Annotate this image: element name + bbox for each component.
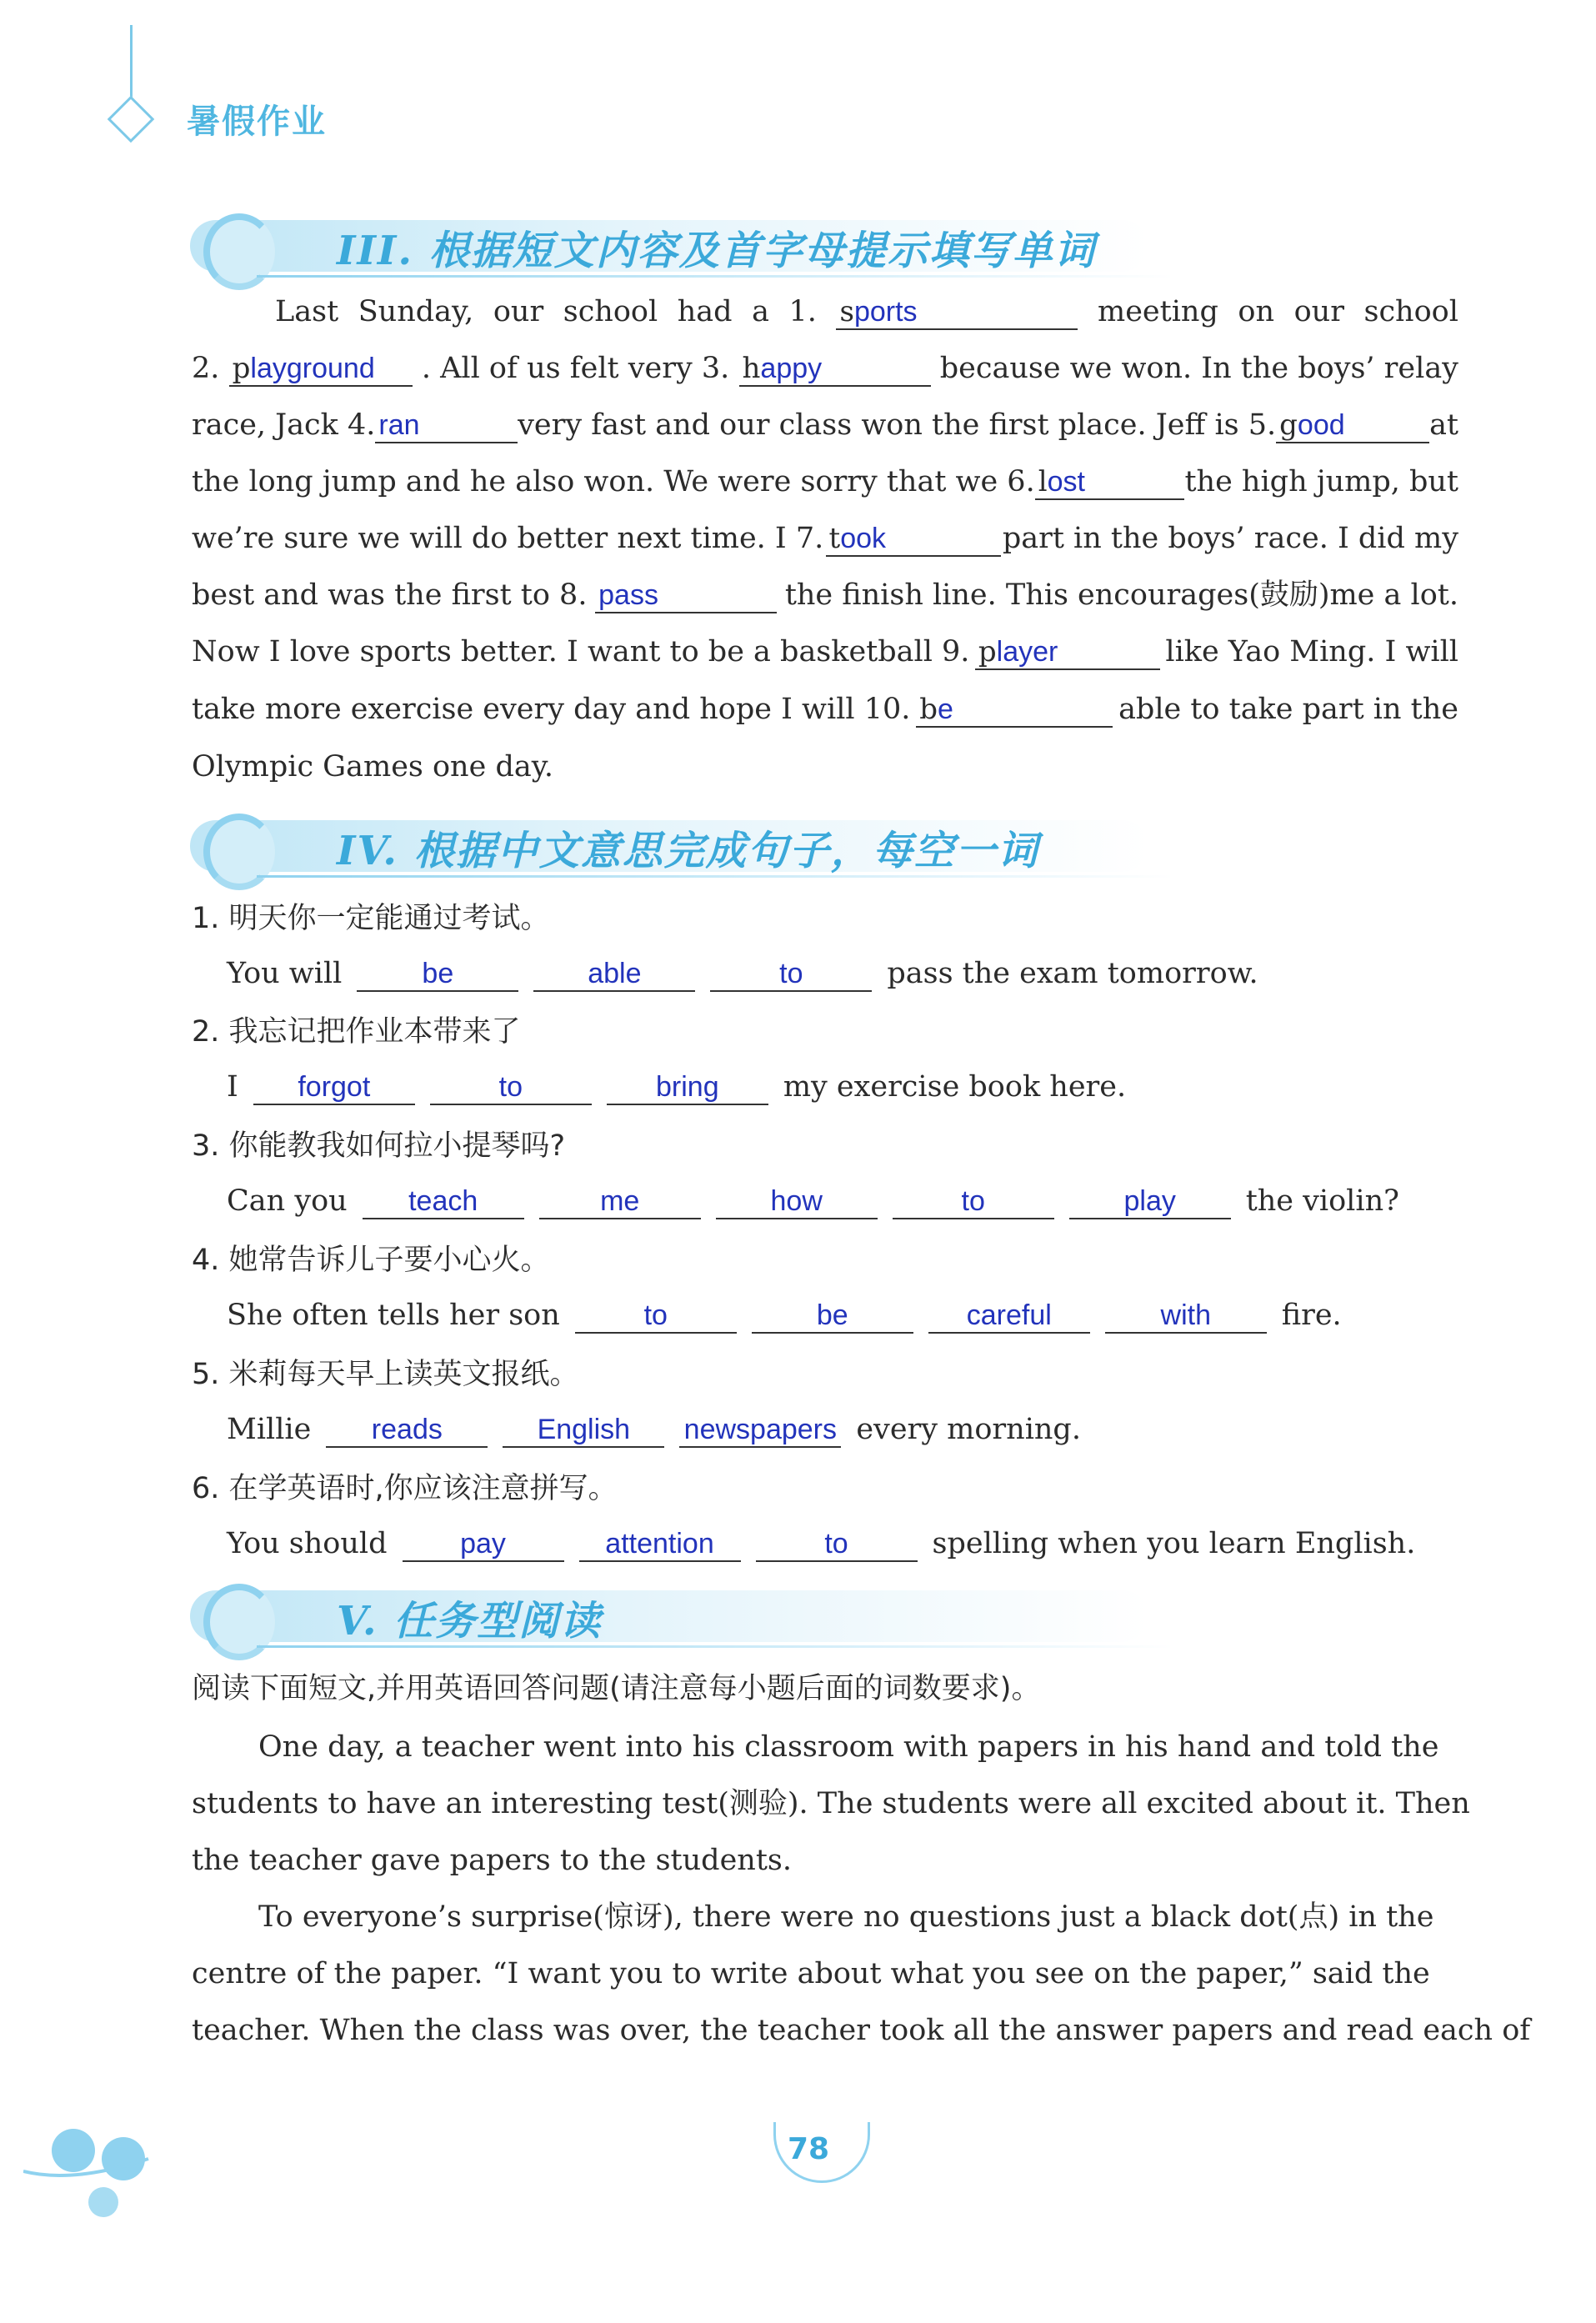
initial-letter: h xyxy=(742,352,761,385)
sentence-end: my exercise book here. xyxy=(783,1070,1127,1104)
answer-blank[interactable]: careful xyxy=(928,1299,1090,1334)
answer-text: ood xyxy=(1297,409,1345,441)
sentence-end: pass the exam tomorrow. xyxy=(887,957,1258,990)
answer-blank[interactable]: pay xyxy=(403,1527,564,1562)
answer-text: pass xyxy=(598,579,658,611)
header-title: 暑假作业 xyxy=(187,103,327,141)
answer-text: ook xyxy=(840,523,887,554)
passage-text: 1. xyxy=(788,295,817,328)
passage-line xyxy=(192,350,1458,387)
ring-icon xyxy=(203,814,275,890)
passage-text: best and was the first to 8. xyxy=(192,578,588,612)
initial-letter: s xyxy=(839,295,854,328)
answer-blank[interactable]: bring xyxy=(607,1070,768,1105)
passage-line xyxy=(192,407,1458,443)
section5-instruction: 阅读下面短文,并用英语回答问题(请注意每小题后面的词数要求)。 xyxy=(192,1672,1041,1705)
initial-letter: l xyxy=(1038,465,1048,498)
question-chinese: 2. 我忘记把作业本带来了 xyxy=(192,1015,521,1049)
passage-text: able to take part in the xyxy=(1118,693,1458,726)
answer-line xyxy=(227,1183,1399,1219)
passage-text: the finish line. This encourages(鼓励)me a lot. xyxy=(784,578,1458,612)
sentence-end: spelling when you learn English. xyxy=(932,1527,1416,1560)
answer-line xyxy=(227,1069,1126,1105)
passage-text: like Yao Ming. I will xyxy=(1165,635,1458,668)
passage-line xyxy=(192,577,1458,613)
question-chinese: 6. 在学英语时,你应该注意拼写。 xyxy=(192,1472,618,1505)
passage-text: we’re sure we will do better next time. I 7. xyxy=(192,522,824,555)
sentence-end: fire. xyxy=(1281,1299,1342,1332)
passage-text: our xyxy=(1293,295,1344,328)
answer-blank[interactable] xyxy=(836,295,1078,330)
sentence-end: every morning. xyxy=(856,1413,1081,1446)
sentence-start: I xyxy=(227,1070,238,1104)
initial-letter: g xyxy=(1279,408,1298,442)
question-chinese: 1. 明天你一定能通过考试。 xyxy=(192,902,550,935)
section3-banner xyxy=(190,213,1182,280)
passage-text: school xyxy=(563,295,658,328)
section3-title: III. 根据短文内容及首字母提示填写单词 xyxy=(337,228,1096,274)
passage-text: race, Jack 4. xyxy=(192,408,376,442)
passage-line xyxy=(192,633,1458,670)
answer-text: ran xyxy=(378,409,420,441)
ring-icon xyxy=(203,1584,275,1660)
question-chinese: 5. 米莉每天早上读英文报纸。 xyxy=(192,1358,579,1391)
passage-text: meeting xyxy=(1098,295,1218,328)
initial-letter: p xyxy=(978,635,997,668)
passage-text: because we won. In the boys’ relay xyxy=(939,352,1458,385)
passage-text: school xyxy=(1363,295,1458,328)
answer-blank[interactable]: teach xyxy=(363,1184,524,1219)
passage-text: Now I love sports better. I want to be a basketball 9. xyxy=(192,635,970,668)
answer-blank[interactable]: forgot xyxy=(253,1070,415,1105)
section4-title: IV. 根据中文意思完成句子，每空一词 xyxy=(337,828,1039,874)
diamond-icon xyxy=(108,96,155,143)
passage-text: part in the boys’ race. I did my xyxy=(1002,522,1458,555)
answer-blank[interactable]: be xyxy=(752,1299,913,1334)
answer-blank[interactable]: to xyxy=(575,1299,737,1334)
reading-line: teacher. When the class was over, the teacher took all the answer papers and read each of xyxy=(192,2014,1531,2047)
answer-blank[interactable]: newspapers xyxy=(679,1413,841,1448)
answer-blank[interactable]: reads xyxy=(326,1413,488,1448)
initial-letter: t xyxy=(828,522,841,555)
passage-line xyxy=(275,293,1458,330)
ring-icon xyxy=(203,213,275,290)
passage-text: . All of us felt very 3. xyxy=(421,352,730,385)
initial-letter: p xyxy=(232,352,251,385)
question-chinese: 3. 你能教我如何拉小提琴吗? xyxy=(192,1129,566,1163)
sentence-start: Millie xyxy=(227,1413,312,1446)
answer-text: ports xyxy=(853,296,918,328)
reading-line: One day, a teacher went into his classroom with papers in his hand and told the xyxy=(258,1730,1439,1764)
passage-text: the long jump and he also won. We were sorry that we 6. xyxy=(192,465,1035,498)
answer-blank[interactable]: to xyxy=(893,1184,1054,1219)
answer-text: layer xyxy=(996,636,1058,668)
answer-blank[interactable]: to xyxy=(710,957,872,992)
answer-blank[interactable]: able xyxy=(533,957,695,992)
passage-text: Sunday, xyxy=(358,295,474,328)
sentence-start: Can you xyxy=(227,1184,348,1218)
answer-text: ost xyxy=(1047,466,1085,498)
sentence-end: the violin? xyxy=(1245,1184,1399,1218)
passage-text: on xyxy=(1238,295,1275,328)
answer-line xyxy=(227,1297,1342,1334)
answer-blank[interactable]: English xyxy=(503,1413,664,1448)
answer-blank[interactable]: to xyxy=(430,1070,592,1105)
passage-text: 2. xyxy=(192,352,220,385)
passage-text: had xyxy=(677,295,733,328)
answer-blank[interactable] xyxy=(1035,465,1185,500)
answer-blank[interactable] xyxy=(916,693,1113,728)
passage-text: at xyxy=(1429,408,1458,442)
answer-blank[interactable]: with xyxy=(1105,1299,1267,1334)
answer-blank[interactable] xyxy=(1276,408,1429,443)
answer-blank[interactable]: me xyxy=(539,1184,701,1219)
answer-blank[interactable]: be xyxy=(357,957,518,992)
reading-line: centre of the paper. “I want you to write about what you see on the paper,” said the xyxy=(192,1957,1430,1990)
answer-blank[interactable]: how xyxy=(716,1184,878,1219)
answer-blank[interactable] xyxy=(739,352,931,387)
answer-blank[interactable]: attention xyxy=(579,1527,741,1562)
passage-text: take more exercise every day and hope I will 10. xyxy=(192,693,911,726)
passage-text: our xyxy=(493,295,544,328)
answer-blank[interactable] xyxy=(826,522,1001,557)
answer-text: e xyxy=(937,693,953,725)
section5-title: V. 任务型阅读 xyxy=(337,1598,603,1645)
sentence-start: She often tells her son xyxy=(227,1299,560,1332)
passage-line xyxy=(192,520,1458,557)
answer-line xyxy=(227,955,1258,992)
section5-banner xyxy=(190,1584,1182,1650)
answer-blank[interactable]: to xyxy=(756,1527,918,1562)
answer-blank[interactable] xyxy=(975,635,1160,670)
answer-text: layground xyxy=(250,353,375,384)
passage-text: the high jump, but xyxy=(1184,465,1458,498)
answer-blank[interactable] xyxy=(229,352,413,387)
section3-last-line: Olympic Games one day. xyxy=(192,750,553,784)
page-number: 78 xyxy=(788,2132,830,2166)
question-chinese: 4. 她常告诉儿子要小心火。 xyxy=(192,1244,550,1277)
passage-text: very fast and our class won the first place. Jeff is 5. xyxy=(518,408,1277,442)
reading-line: To everyone’s surprise(惊讶), there were no questions just a black dot(点) in the xyxy=(258,1900,1434,1934)
sentence-start: You will xyxy=(227,957,343,990)
answer-line xyxy=(227,1525,1415,1562)
passage-text: Last xyxy=(275,295,339,328)
answer-line xyxy=(227,1411,1081,1448)
sentence-start: You should xyxy=(227,1527,388,1560)
answer-blank[interactable] xyxy=(375,408,518,443)
passage-line xyxy=(192,463,1458,500)
reading-line: students to have an interesting test(测验). The students were all excited about it. Then xyxy=(192,1787,1470,1820)
answer-text: appy xyxy=(760,353,823,384)
answer-blank[interactable]: play xyxy=(1069,1184,1231,1219)
reading-line: the teacher gave papers to the students. xyxy=(192,1844,792,1877)
passage-text: a xyxy=(752,295,769,328)
section4-banner xyxy=(190,814,1182,880)
initial-letter: b xyxy=(919,693,938,726)
answer-blank[interactable] xyxy=(595,578,777,613)
passage-line xyxy=(192,691,1458,728)
decorative-dots-icon xyxy=(23,2125,190,2225)
